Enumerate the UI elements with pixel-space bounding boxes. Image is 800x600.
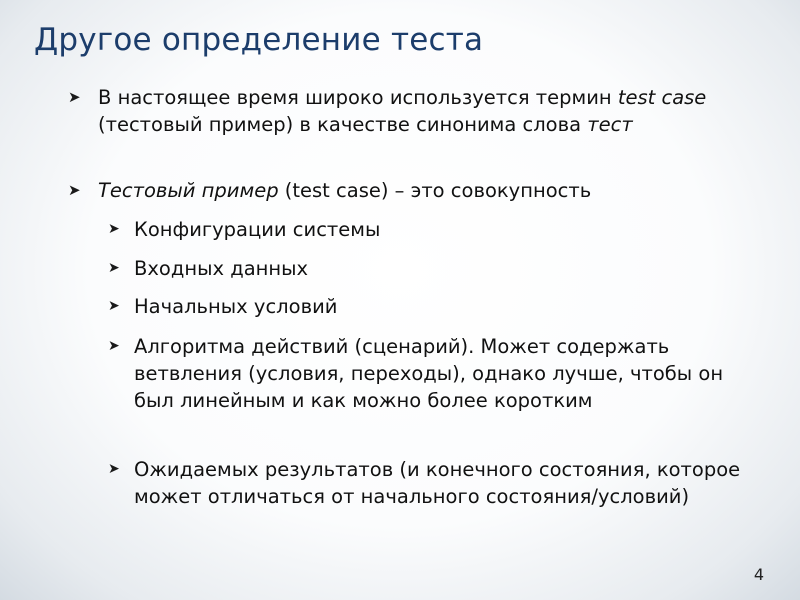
bullet-text: (тестовый пример) в качестве синонима слова bbox=[98, 113, 588, 136]
bullet-text: Конфигурации системы bbox=[134, 218, 381, 241]
slide-title: Другое определение теста bbox=[34, 22, 484, 58]
arrow-bullet-icon: ➤ bbox=[108, 461, 120, 477]
bullet-text: (test case) – это совокупность bbox=[278, 179, 592, 202]
bullet-text: Алгоритма действий (сценарий). Может содержать ветвления (условия, переходы), однако лучше, чтобы он был линейным и как можно более коротким bbox=[134, 335, 724, 412]
sub-bullet-item bbox=[108, 255, 744, 282]
arrow-bullet-icon: ➤ bbox=[108, 298, 120, 314]
arrow-bullet-icon: ➤ bbox=[68, 181, 81, 199]
arrow-bullet-icon: ➤ bbox=[108, 338, 120, 354]
sub-bullet-item bbox=[108, 216, 744, 243]
arrow-bullet-icon: ➤ bbox=[108, 260, 120, 276]
arrow-bullet-icon: ➤ bbox=[108, 221, 120, 237]
sub-bullet-item bbox=[108, 333, 744, 414]
bullet-text: Входных данных bbox=[134, 257, 309, 280]
bullet-item bbox=[68, 84, 738, 138]
bullet-text: Начальных условий bbox=[134, 295, 338, 318]
page-number: 4 bbox=[753, 565, 764, 584]
bullet-text-italic: Тестовый пример bbox=[98, 179, 279, 202]
bullet-text-italic: test case bbox=[617, 86, 707, 109]
arrow-bullet-icon: ➤ bbox=[68, 88, 81, 106]
sub-bullet-item bbox=[108, 293, 744, 320]
bullet-item bbox=[68, 177, 738, 204]
bullet-text: Ожидаемых результатов (и конечного состояния, которое может отличаться от начального состояния/условий) bbox=[134, 458, 741, 508]
bullet-text: В настоящее время широко используется термин bbox=[98, 86, 618, 109]
sub-bullet-item bbox=[108, 456, 744, 510]
bullet-text-italic: тест bbox=[587, 113, 633, 136]
